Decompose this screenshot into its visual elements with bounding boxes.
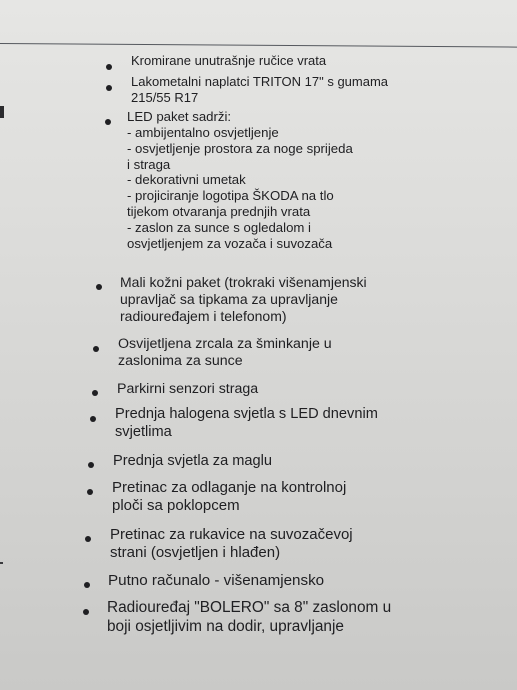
bullet-icon bbox=[88, 462, 94, 468]
list-item-text: Kromirane unutrašnje ručice vrata bbox=[131, 53, 327, 68]
edge-mark bbox=[0, 562, 3, 564]
list-item-text: Prednja svjetla za maglu bbox=[113, 453, 272, 469]
bullet-icon bbox=[92, 390, 98, 396]
list-item-text: Pretinac za odlaganje na kontrolnoj ploči sa poklopcem bbox=[112, 479, 347, 515]
list-item-text: Mali kožni paket (trokraki višenamjenski upravljač sa tipkama za upravljanje radiouređajem i telefonom) bbox=[120, 274, 367, 325]
bullet-icon bbox=[83, 609, 89, 615]
list-item-text: Lakometalni naplatci TRITON 17" s gumama 215/55 R17 bbox=[131, 74, 389, 105]
bullet-icon bbox=[84, 582, 90, 588]
bullet-icon bbox=[93, 346, 99, 352]
bullet-icon bbox=[106, 85, 112, 91]
bullet-icon bbox=[105, 119, 111, 125]
bullet-icon bbox=[90, 416, 96, 422]
list-item-text: Radiouređaj "BOLERO" sa 8" zaslonom u boji osjetljivim na dodir, upravljanje bbox=[107, 599, 392, 635]
list-item-text: Pretinac za rukavice na suvozačevoj strani (osvjetljen i hlađen) bbox=[110, 526, 353, 562]
bullet-icon bbox=[96, 284, 102, 290]
list-item-text: Prednja halogena svjetla s LED dnevnim svjetlima bbox=[115, 406, 378, 440]
bullet-icon bbox=[85, 536, 91, 542]
bullet-icon bbox=[87, 489, 93, 495]
bullet-icon bbox=[106, 64, 112, 70]
edge-mark bbox=[0, 106, 4, 118]
list-item-text: LED paket sadrži: - ambijentalno osvjetljenje - osvjetljenje prostora za noge sprijeda i straga - dekorativni umetak - projiciranje logotipa ŠKODA na tlo tijekom otvaranja prednjih vrata - zaslon za sunce s ogledalom i osvjetljenjem za vozača i suvozača bbox=[127, 109, 353, 251]
list-item-text: Osvijetljena zrcala za šminkanje u zaslonima za sunce bbox=[118, 336, 332, 370]
list-item-text: Putno računalo - višenamjensko bbox=[108, 572, 325, 589]
list-item-text: Parkirni senzori straga bbox=[117, 381, 259, 397]
